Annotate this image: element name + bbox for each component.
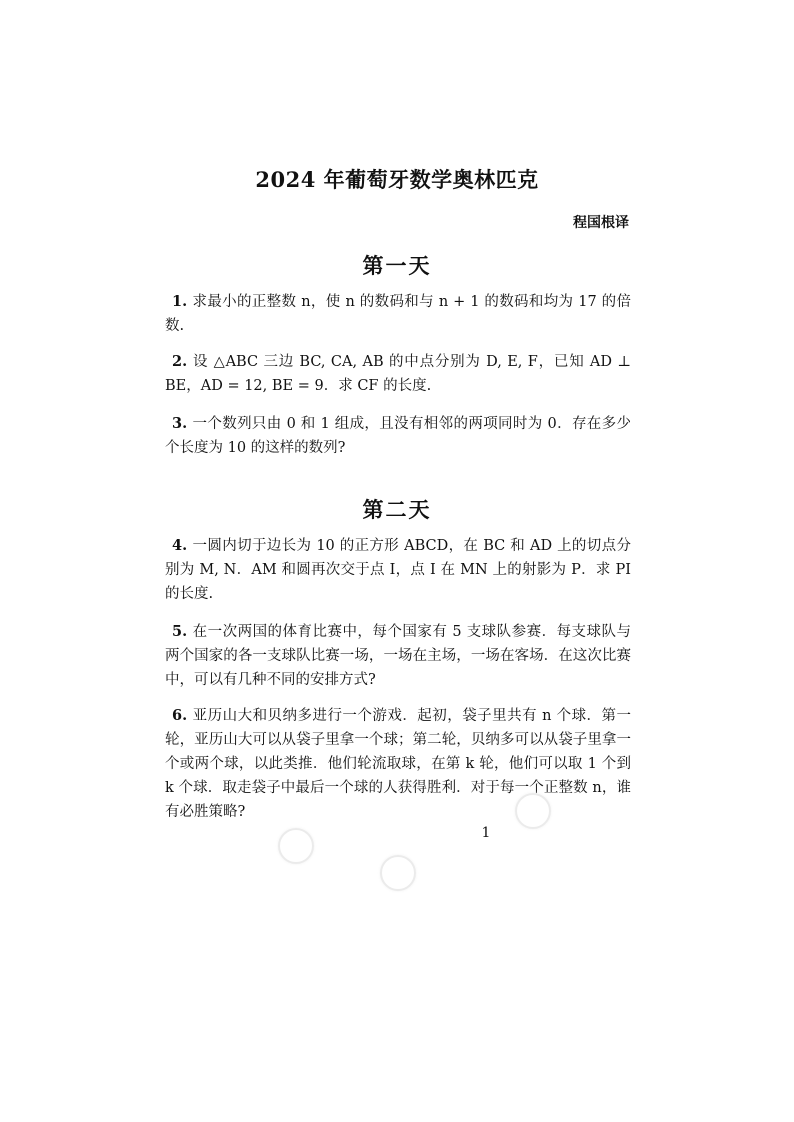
problem-5 bbox=[165, 620, 631, 692]
page-number: 1 bbox=[481, 825, 491, 841]
problem-text: 亚历山大和贝纳多进行一个游戏．起初，袋子里共有 n 个球．第一轮，亚历山大可以从袋子里拿一个球；第二轮，贝纳多可以从袋子里拿一个或两个球，以此类推．他们轮流取球，在第 k 轮，他们可以取 1 个到 k 个球．取走袋子中最后一个球的人获得胜利．对于每一个正整数 n，谁有必胜策略? bbox=[165, 708, 631, 820]
problem-1 bbox=[165, 290, 631, 338]
watermark-circle bbox=[515, 793, 551, 829]
document-title: 2024 年葡萄牙数学奥林匹克 bbox=[255, 167, 539, 192]
problem-number: 5. bbox=[172, 623, 188, 640]
problem-6 bbox=[165, 704, 631, 824]
problem-3 bbox=[165, 412, 631, 460]
problem-text: 在一次两国的体育比赛中，每个国家有 5 支球队参赛．每支球队与两个国家的各一支球队比赛一场，一场在主场，一场在客场．在这次比赛中，可以有几种不同的安排方式? bbox=[165, 624, 631, 688]
problem-text: 一个数列只由 0 和 1 组成，且没有相邻的两项同时为 0．存在多少个长度为 10 的这样的数列? bbox=[165, 416, 631, 456]
problem-number: 2. bbox=[172, 353, 188, 370]
watermark-circle bbox=[278, 828, 314, 864]
problem-4 bbox=[165, 534, 631, 606]
translator-credit: 程国根译 bbox=[573, 215, 629, 231]
problem-number: 4. bbox=[172, 537, 188, 554]
watermark-circle bbox=[380, 855, 416, 891]
problem-number: 3. bbox=[172, 415, 188, 432]
problem-number: 1. bbox=[172, 293, 188, 310]
problem-text: 一圆内切于边长为 10 的正方形 ABCD，在 BC 和 AD 上的切点分别为 M, N．AM 和圆再次交于点 I，点 I 在 MN 上的射影为 P．求 PI 的长度. bbox=[165, 538, 631, 602]
problem-text: 求最小的正整数 n，使 n 的数码和与 n + 1 的数码和均为 17 的倍数. bbox=[165, 294, 631, 334]
problem-text: 设 △ABC 三边 BC, CA, AB 的中点分别为 D, E, F，已知 AD ⊥ BE，AD = 12, BE = 9．求 CF 的长度. bbox=[165, 354, 631, 394]
day-two-heading: 第二天 bbox=[362, 497, 432, 522]
problem-2 bbox=[165, 350, 631, 398]
day-one-heading: 第一天 bbox=[362, 253, 432, 278]
problem-number: 6. bbox=[172, 707, 188, 724]
